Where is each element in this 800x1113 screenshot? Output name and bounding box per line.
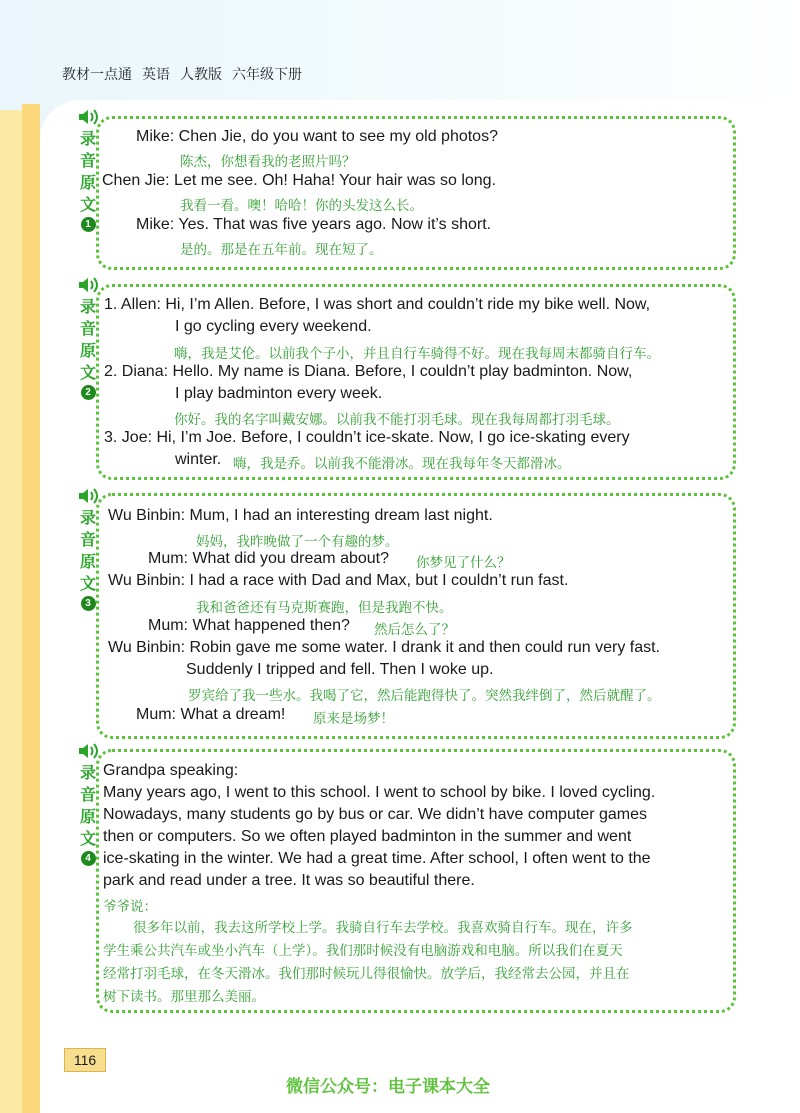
- section-label-text: 录 音 原 文: [79, 763, 96, 848]
- paragraph-line: then or computers. So we often played badminton in the summer and went: [103, 828, 632, 845]
- section-label-text: 录 音 原 文: [79, 508, 96, 593]
- section-label-2: [76, 274, 100, 400]
- translation-line: 我看一看。噢！哈哈！你的头发这么长。: [180, 198, 423, 214]
- translation-line: 嗨，我是乔。以前我不能滑冰。现在我每年冬天都滑冰。: [233, 456, 571, 472]
- dialogue-line: winter.: [175, 451, 222, 468]
- dialogue-line: 1. Allen: Hi, I’m Allen. Before, I was short and couldn’t ride my bike well. Now,: [104, 296, 651, 313]
- translation-line: 罗宾给了我一些水。我喝了它，然后能跑得快了。突然我绊倒了，然后就醒了。: [188, 688, 661, 704]
- translation-line: 嗨，我是艾伦。以前我个子小，并且自行车骑得不好。现在我每周末都骑自行车。: [174, 346, 660, 362]
- paragraph-line: Grandpa speaking:: [103, 762, 239, 779]
- translation-line: 树下读书。那里那么美丽。: [103, 989, 265, 1005]
- speaker-icon: [76, 740, 100, 762]
- translation-title: 爷爷说：: [103, 899, 157, 915]
- dialogue-line: Mum: What happened then?: [148, 617, 350, 634]
- footer-watermark: 微信公众号：电子课本大全: [286, 1077, 490, 1097]
- translation-line: 妈妈，我昨晚做了一个有趣的梦。: [196, 534, 399, 550]
- translation-line: 你好。我的名字叫戴安娜。以前我不能打羽毛球。现在我每周都打羽毛球。: [174, 412, 620, 428]
- translation-line: 原来是场梦！: [313, 711, 394, 727]
- page-header: [62, 64, 302, 84]
- speaker-icon: [76, 106, 100, 128]
- section-number: 3: [81, 596, 96, 611]
- section-label-text: 录 音 原 文: [79, 129, 96, 214]
- section-label-4: [76, 740, 100, 866]
- dialogue-line: Mike: Yes. That was five years ago. Now it’s short.: [136, 216, 492, 233]
- dialogue-line: 2. Diana: Hello. My name is Diana. Before, I couldn’t play badminton. Now,: [104, 363, 633, 380]
- section-number: 4: [81, 851, 96, 866]
- translation-line: 你梦见了什么？: [416, 555, 511, 571]
- section-label-3: [76, 485, 100, 611]
- translation-line: 是的。那是在五年前。现在短了。: [180, 242, 383, 258]
- paragraph-line: park and read under a tree. It was so beautiful there.: [103, 872, 475, 889]
- dialogue-line: Chen Jie: Let me see. Oh! Haha! Your hair was so long.: [102, 172, 497, 189]
- dialogue-line: Mike: Chen Jie, do you want to see my old photos?: [136, 128, 498, 145]
- translation-line: 陈杰，你想看我的老照片吗？: [180, 154, 356, 170]
- translation-line: 学生乘公共汽车或坐小汽车（上学）。我们那时候没有电脑游戏和电脑。所以我们在夏天: [103, 943, 623, 959]
- dialogue-line: Wu Binbin: Robin gave me some water. I drank it and then could run very fast.: [108, 639, 660, 656]
- speaker-icon: [76, 485, 100, 507]
- translation-line: 经常打羽毛球，在冬天滑冰。我们那时候玩儿得很愉快。放学后，我经常去公园，并且在: [103, 966, 630, 982]
- translation-line: 然后怎么了？: [374, 622, 455, 638]
- page-number: 116: [64, 1048, 106, 1072]
- speaker-icon: [76, 274, 100, 296]
- dialogue-line: Wu Binbin: Mum, I had an interesting dream last night.: [108, 507, 493, 524]
- dialogue-line: Mum: What did you dream about?: [148, 550, 390, 567]
- dialogue-line: 3. Joe: Hi, I’m Joe. Before, I couldn’t ice-skate. Now, I go ice-skating every: [104, 429, 630, 446]
- subject: 英语: [142, 67, 170, 83]
- dialogue-line: I go cycling every weekend.: [175, 318, 372, 335]
- book-title: 教材一点通: [62, 67, 132, 83]
- dialogue-line: Suddenly I tripped and fell. Then I woke up.: [186, 661, 494, 678]
- grade: 六年级下册: [232, 67, 302, 83]
- translation-line: 很多年以前，我去这所学校上学。我骑自行车去学校。我喜欢骑自行车。现在，许多: [133, 920, 633, 936]
- section-number: 1: [81, 217, 96, 232]
- translation-line: 我和爸爸还有马克斯赛跑，但是我跑不快。: [196, 600, 453, 616]
- dialogue-line: I play badminton every week.: [175, 385, 383, 402]
- page-edge-stripe: [0, 110, 22, 1113]
- paragraph-line: ice-skating in the winter. We had a great time. After school, I often went to the: [103, 850, 651, 867]
- dialogue-line: Wu Binbin: I had a race with Dad and Max, but I couldn’t run fast.: [108, 572, 569, 589]
- section-label-text: 录 音 原 文: [79, 297, 96, 382]
- edition: 人教版: [180, 67, 222, 83]
- section-number: 2: [81, 385, 96, 400]
- section-label-1: [76, 106, 100, 232]
- page-edge-stripe: [22, 104, 40, 1113]
- dialogue-line: Mum: What a dream!: [136, 706, 286, 723]
- paragraph-line: Nowadays, many students go by bus or car. We didn’t have computer games: [103, 806, 647, 823]
- paragraph-line: Many years ago, I went to this school. I went to school by bike. I loved cycling.: [103, 784, 656, 801]
